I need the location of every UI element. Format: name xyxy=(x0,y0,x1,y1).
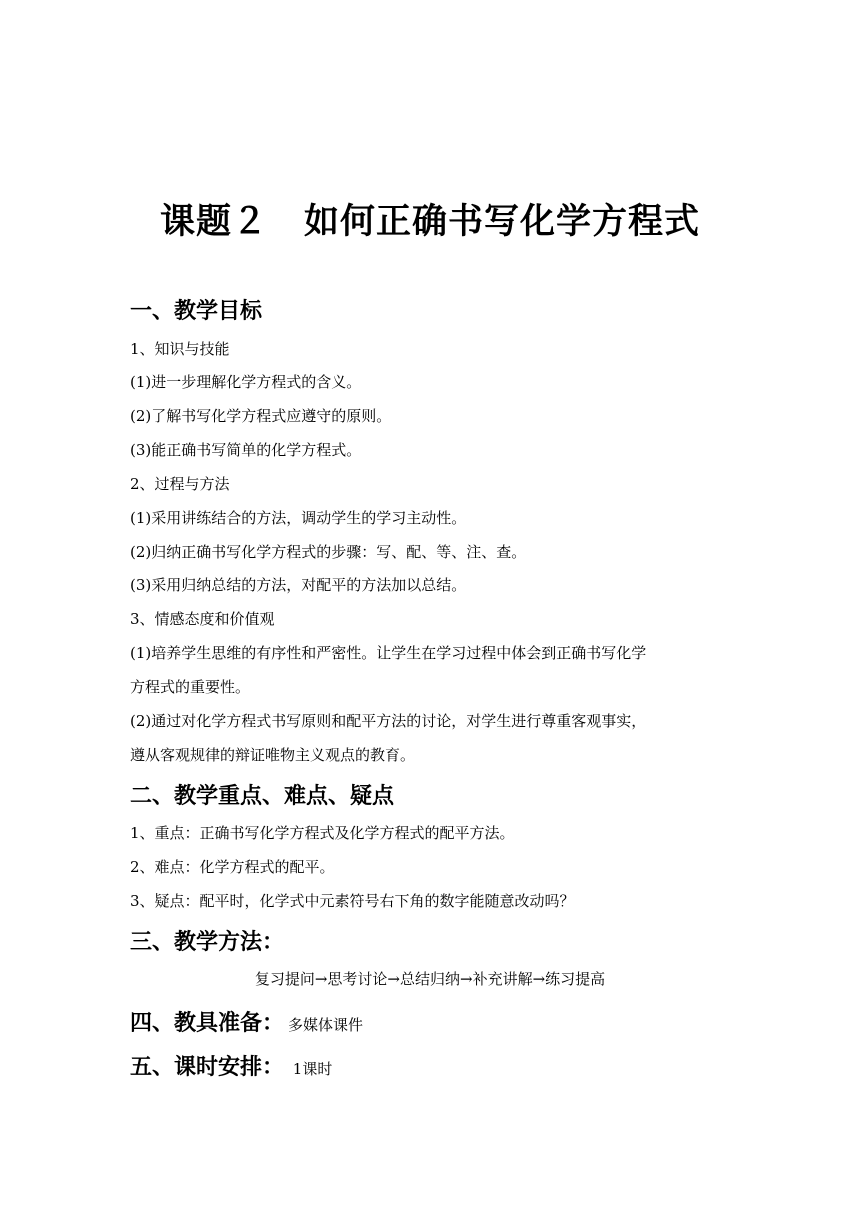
materials-label: 四、教具准备： xyxy=(130,1010,285,1036)
document-title: 课题２ 如何正确书写化学方程式 xyxy=(159,201,700,242)
schedule-label: 五、课时安排： xyxy=(130,1054,285,1080)
list-item: (1)培养学生思维的有序性和严密性。让学生在学习过程中体会到正确书写化学 xyxy=(130,644,647,662)
teaching-flow: 复习提问→思考讨论→总结归纳→补充讲解→练习提高 xyxy=(254,970,606,988)
section-heading-key-points: 二、教学重点、难点、疑点 xyxy=(130,783,395,809)
list-item-continuation: 方程式的重要性。 xyxy=(130,678,251,696)
list-item: 3、疑点：配平时，化学式中元素符号右下角的数字能随意改动吗？ xyxy=(130,892,575,910)
list-item: 2、难点：化学方程式的配平。 xyxy=(130,858,335,876)
schedule-value: 1课时 xyxy=(288,1060,333,1078)
materials-value: 多媒体课件 xyxy=(288,1016,364,1034)
section-heading-objectives: 一、教学目标 xyxy=(130,298,263,324)
list-item-continuation: 遵从客观规律的辩证唯物主义观点的教育。 xyxy=(130,746,416,764)
subheading-process-methods: 2、过程与方法 xyxy=(130,475,230,493)
list-item: (3)能正确书写简单的化学方程式。 xyxy=(130,441,362,459)
list-item: (3)采用归纳总结的方法，对配平的方法加以总结。 xyxy=(130,576,467,594)
subheading-knowledge-skills: 1、知识与技能 xyxy=(130,340,230,358)
section-heading-materials xyxy=(130,1006,363,1037)
subheading-attitudes-values: 3、情感态度和价值观 xyxy=(130,610,275,628)
section-heading-schedule xyxy=(130,1050,332,1081)
list-item: (1)进一步理解化学方程式的含义。 xyxy=(130,373,362,391)
list-item: (2)通过对化学方程式书写原则和配平方法的讨论，对学生进行尊重客观事实， xyxy=(130,712,647,730)
list-item: 1、重点：正确书写化学方程式及化学方程式的配平方法。 xyxy=(130,824,515,842)
list-item: (2)了解书写化学方程式应遵守的原则。 xyxy=(130,407,392,425)
list-item: (2)归纳正确书写化学方程式的步骤：写、配、等、注、查。 xyxy=(130,543,527,561)
section-heading-methods: 三、教学方法： xyxy=(130,929,285,955)
list-item: (1)采用讲练结合的方法，调动学生的学习主动性。 xyxy=(130,509,467,527)
